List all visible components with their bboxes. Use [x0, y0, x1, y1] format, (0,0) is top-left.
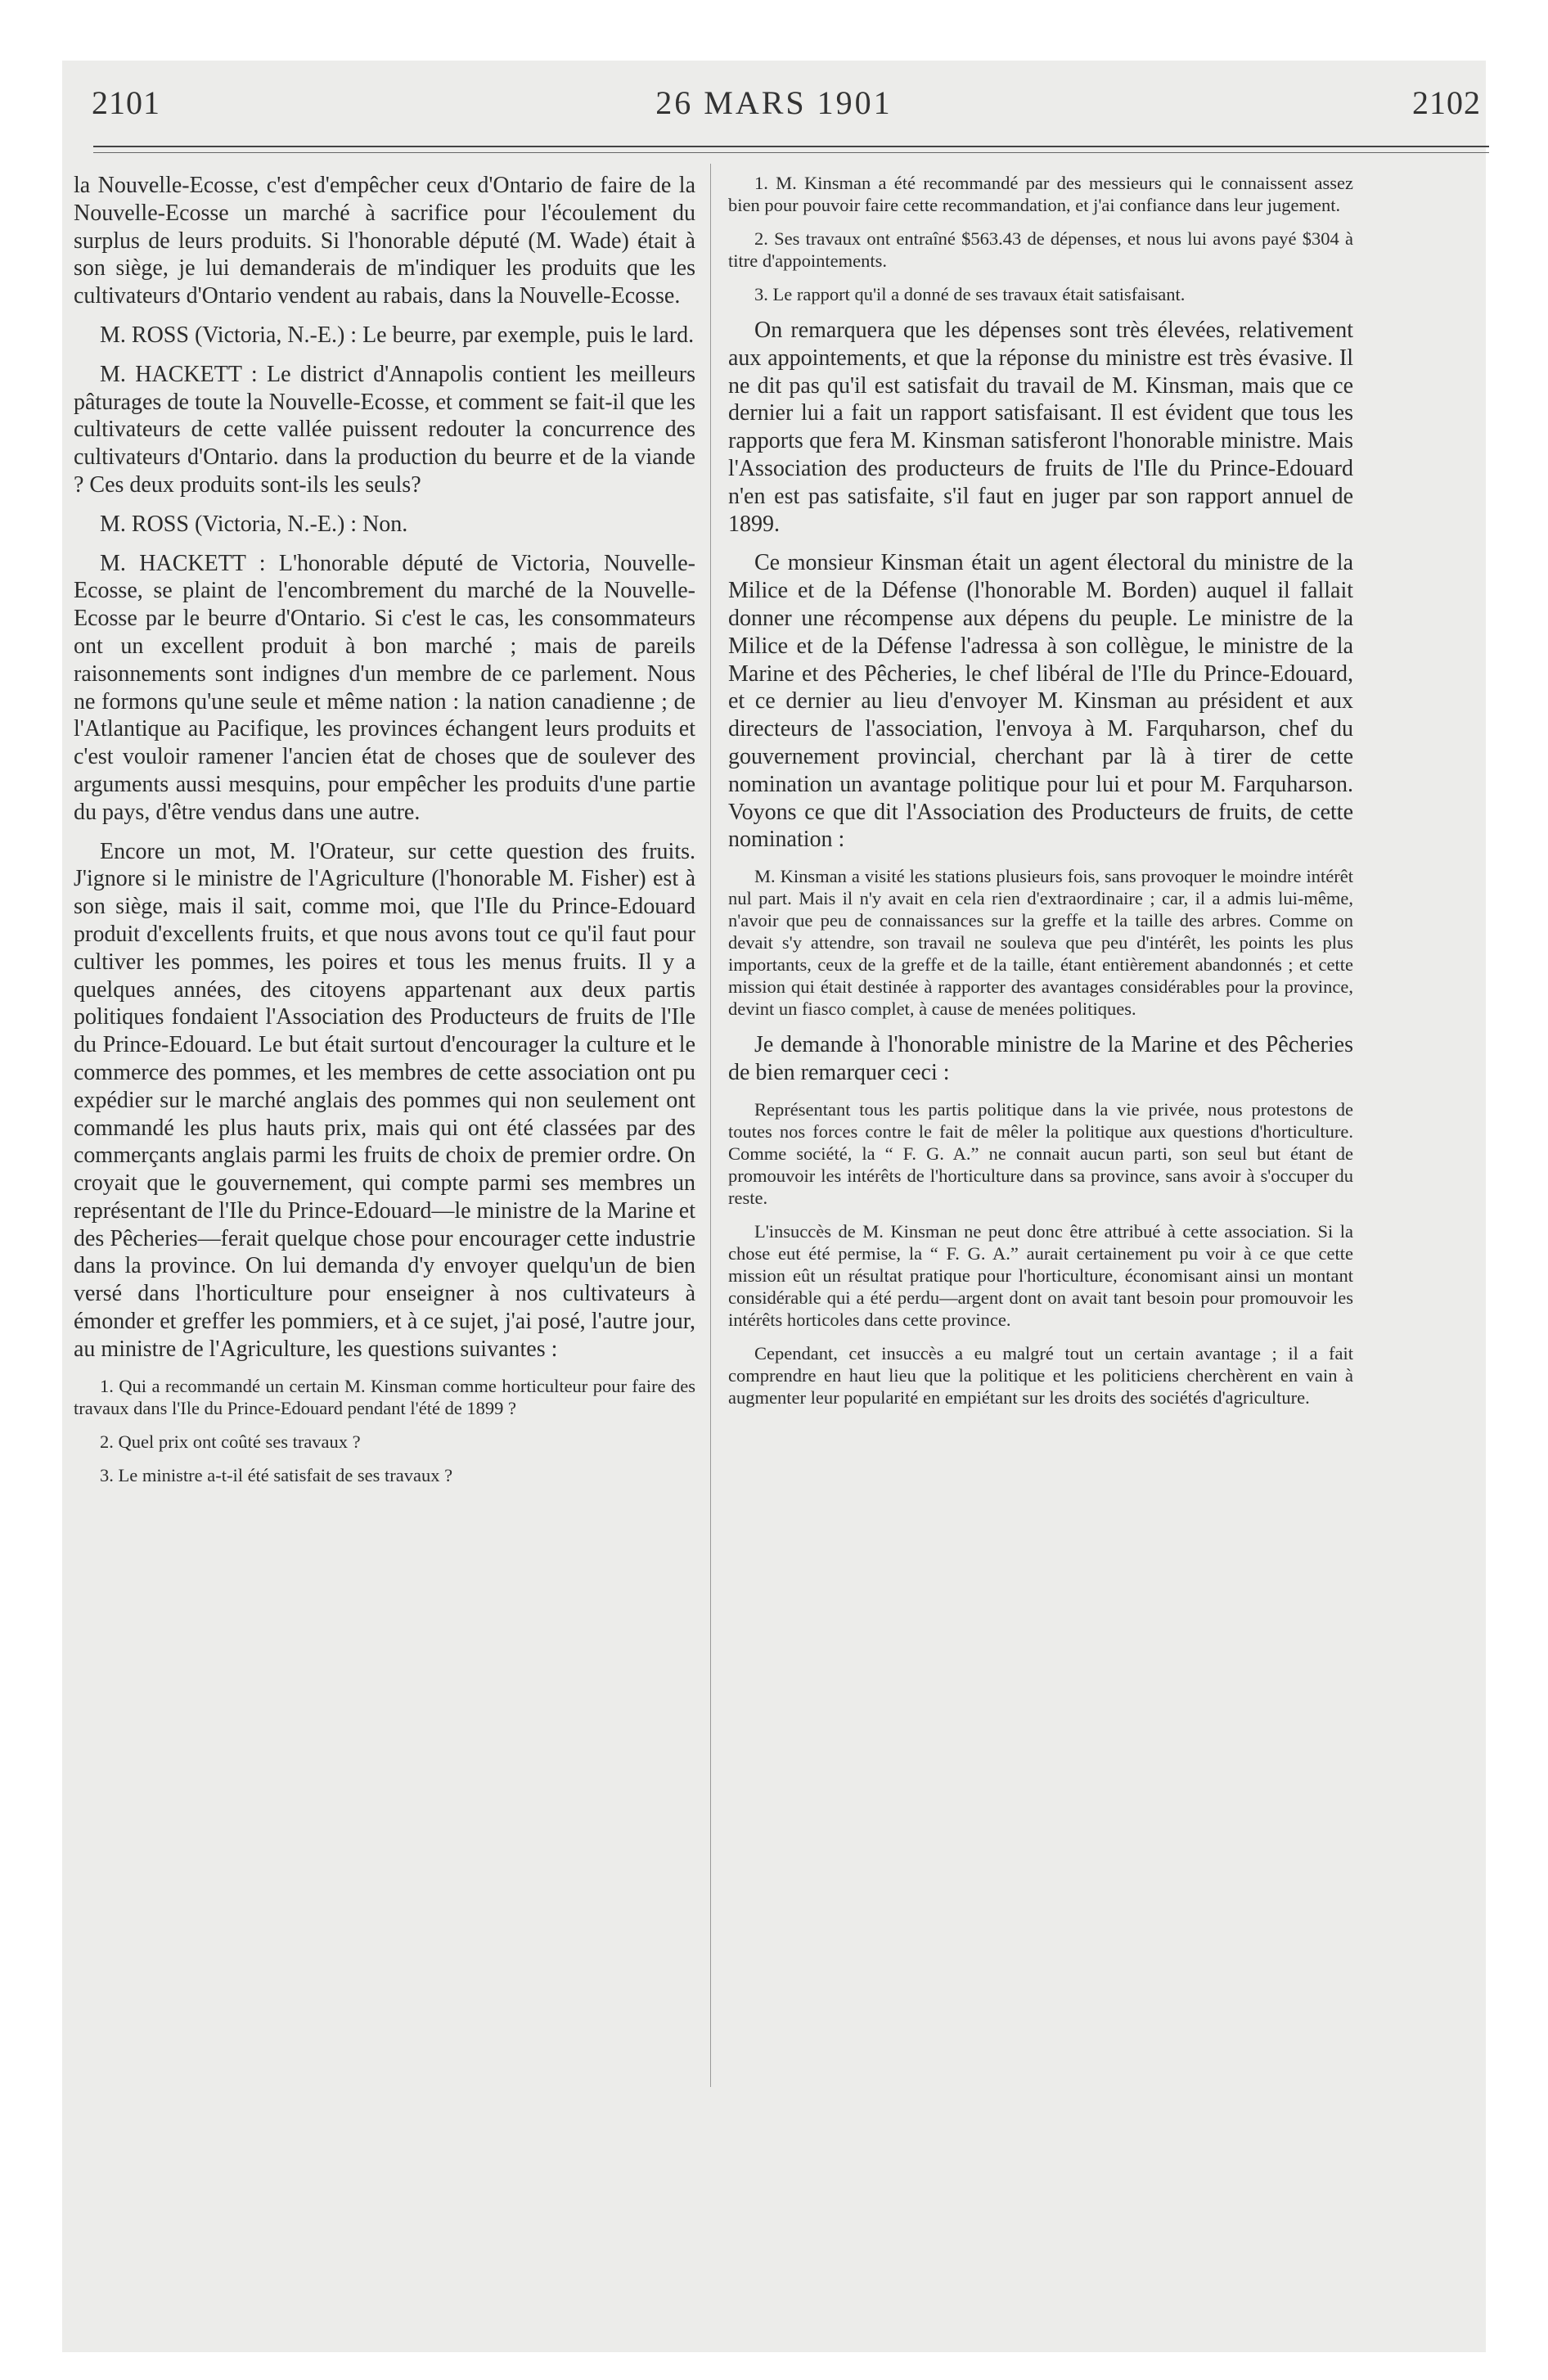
- block-quote: L'insuccès de M. Kinsman ne peut donc être attribué à cette association. Si la chose eut été permise, la “ F. G. A.” aurait certainement pu voir à ce que cette mission eût un résultat pratique pour l'horticulture, économisant ainsi un montant considérable qui a été perdu—argent dont on avait tant besoin pour promouvoir les intérêts horticoles dans cette province.: [728, 1220, 1353, 1330]
- header-rule-thin: [93, 152, 1489, 153]
- question-item: 2. Quel prix ont coûté ses travaux ?: [100, 1431, 361, 1452]
- page-number-left: 2101: [92, 84, 160, 121]
- question-item: 1. Qui a recommandé un certain M. Kinsman comme horticulteur pour faire des travaux dans l'Ile du Prince-Edouard pendant l'été de 1899 ?: [74, 1375, 695, 1418]
- paragraph: On remarquera que les dépenses sont très élevées, relativement aux appointements, et que la réponse du ministre est très évasive. Il ne dit pas qu'il est satisfait du travail de M. Kinsman, mais que ce dernier lui a fait un rapport satisfaisant. Il est évident que tous les rapports que fera M. Kinsman satisferont l'honorable ministre. Mais l'Association des producteurs de fruits de l'Ile du Prince-Edouard n'en est pas satisfaite, s'il faut en juger par son rapport annuel de 1899.: [728, 318, 1353, 537]
- paragraph: M. ROSS (Victoria, N.-E.) : Le beurre, par exemple, puis le lard.: [100, 322, 695, 348]
- question-item: 3. Le ministre a-t-il été satisfait de ses travaux ?: [100, 1464, 453, 1485]
- answer-item: 1. M. Kinsman a été recommandé par des messieurs qui le connaissent assez bien pour pouvoir faire cette recommandation, et j'ai confiance dans leur jugement.: [728, 173, 1353, 215]
- answer-item: 2. Ses travaux ont entraîné $563.43 de dépenses, et nous lui avons payé $304 à titre d'appointements.: [728, 228, 1353, 271]
- question-list: [74, 1375, 695, 1486]
- paragraph: M. HACKETT : Le district d'Annapolis contient les meilleurs pâturages de toute la Nouvelle-Ecosse, et comment se fait-il que les cultivateurs de cette vallée puissent redouter la concurrence des cultivateurs d'Ontario. dans la production du beurre et de la viande ? Ces deux produits sont-ils les seuls?: [74, 361, 695, 498]
- paragraph: M. ROSS (Victoria, N.-E.) : Non.: [100, 511, 408, 537]
- block-quote: Cependant, cet insuccès a eu malgré tout un certain avantage ; il a fait comprendre en haut lieu que la politique et les politiciens cherchèrent en vain à augmenter leur popularité en empiétant sur les droits des sociétés d'agriculture.: [728, 1342, 1353, 1408]
- block-quote: Représentant tous les partis politique dans la vie privée, nous protestons de toutes nos forces contre le fait de mêler la politique aux questions d'horticulture. Comme société, la “ F. G. A.” ne connait aucun parti, son seul but étant de promouvoir les intérêts de l'horticulture dans sa province, sans avoir à s'occuper du reste.: [728, 1098, 1353, 1208]
- paragraph: Je demande à l'honorable ministre de la Marine et des Pêcheries de bien remarquer ceci :: [728, 1032, 1353, 1085]
- page-date: 26 MARS 1901: [655, 84, 893, 121]
- column-divider: [710, 164, 711, 2087]
- page-number-right: 2102: [1412, 84, 1481, 121]
- left-column: [74, 172, 695, 1498]
- paragraph: la Nouvelle-Ecosse, c'est d'empêcher ceux d'Ontario de faire de la Nouvelle-Ecosse un marché à sacrifice pour l'écoulement du surplus de leurs produits. Si l'honorable député (M. Wade) était à son siège, je lui demanderais de m'indiquer les produits que les cultivateurs d'Ontario vendent au rabais, dans la Nouvelle-Ecosse.: [74, 173, 695, 309]
- paragraph: Ce monsieur Kinsman était un agent électoral du ministre de la Milice et de la Défense (l'honorable M. Borden) auquel il fallait donner une récompense aux dépens du peuple. Le ministre de la Milice et de la Défense l'adressa à son collègue, le ministre de la Marine et des Pêcheries, le chef libéral de l'Ile du Prince-Edouard, et ce dernier au lieu d'envoyer M. Kinsman au président et aux directeurs de l'association, l'envoya à M. Farquharson, chef du gouvernement provincial, cherchant par là à tirer de cette nomination un avantage politique pour lui et pour M. Farquharson. Voyons ce que dit l'Association des Producteurs de fruits, de cette nomination :: [728, 550, 1353, 853]
- header-rule: [93, 146, 1489, 147]
- block-quote: M. Kinsman a visité les stations plusieurs fois, sans provoquer le moindre intérêt nul part. Mais il n'y avait en cela rien d'extraordinaire ; car, il a admis lui-même, n'avoir que peu de connaissances sur la greffe et la taille des arbres. Comme on devait s'y attendre, son travail ne souleva que peu d'intérêt, les points les plus importants, ceux de la greffe et de la taille, étant entièrement abandonnés ; et cette mission qui était destinée à rapporter des avantages considérables pour la province, devint un fiasco complet, à cause de menées politiques.: [728, 866, 1353, 1020]
- answer-item: 3. Le rapport qu'il a donné de ses travaux était satisfaisant.: [754, 284, 1186, 304]
- paragraph: Encore un mot, M. l'Orateur, sur cette question des fruits. J'ignore si le ministre de l'Agriculture (l'honorable M. Fisher) est à son siège, mais il sait, comme moi, que l'Ile du Prince-Edouard produit d'excellents fruits, et que nous avons tout ce qu'il faut pour cultiver les pommes, les poires et tous les menus fruits. Il y a quelques années, des citoyens appartenant aux deux partis politiques fondaient l'Association des Producteurs de fruits de l'Ile du Prince-Edouard. Le but était surtout d'encourager la culture et le commerce des pommes, et les membres de cette association ont pu expédier sur le marché anglais des pommes qui non seulement ont commandé les plus hauts prix, mais qui ont été classées par des commerçants anglais parmi les fruits de choix de premier ordre. On croyait que le gouvernement, qui compte parmi ses membres un représentant de l'Ile du Prince-Edouard—le ministre de la Marine et des Pêcheries—ferait quelque chose pour encourager cette industrie dans la province. On lui demanda d'y envoyer quelqu'un de bien versé dans l'horticulture pour enseigner à nos cultivateurs à émonder et greffer les pommiers, et à ce sujet, j'ai posé, l'autre jour, au ministre de l'Agriculture, les questions suivantes :: [74, 838, 695, 1362]
- paragraph: M. HACKETT : L'honorable député de Victoria, Nouvelle-Ecosse, se plaint de l'encombrement du marché de la Nouvelle-Ecosse par le beurre d'Ontario. Si c'est le cas, les consommateurs ont un excellent produit à bon marché ; mais de pareils raisonnements sont indignes d'un membre de ce parlement. Nous ne formons qu'une seule et même nation : la nation canadienne ; de l'Atlantique au Pacifique, les provinces échangent leurs produits et c'est vouloir ramener l'ancien état de choses que de soulever des arguments aussi mesquins, pour empêcher les produits d'une partie du pays, d'être vendus dans une autre.: [74, 550, 695, 825]
- right-column: [728, 172, 1353, 1420]
- answer-list: [728, 172, 1353, 305]
